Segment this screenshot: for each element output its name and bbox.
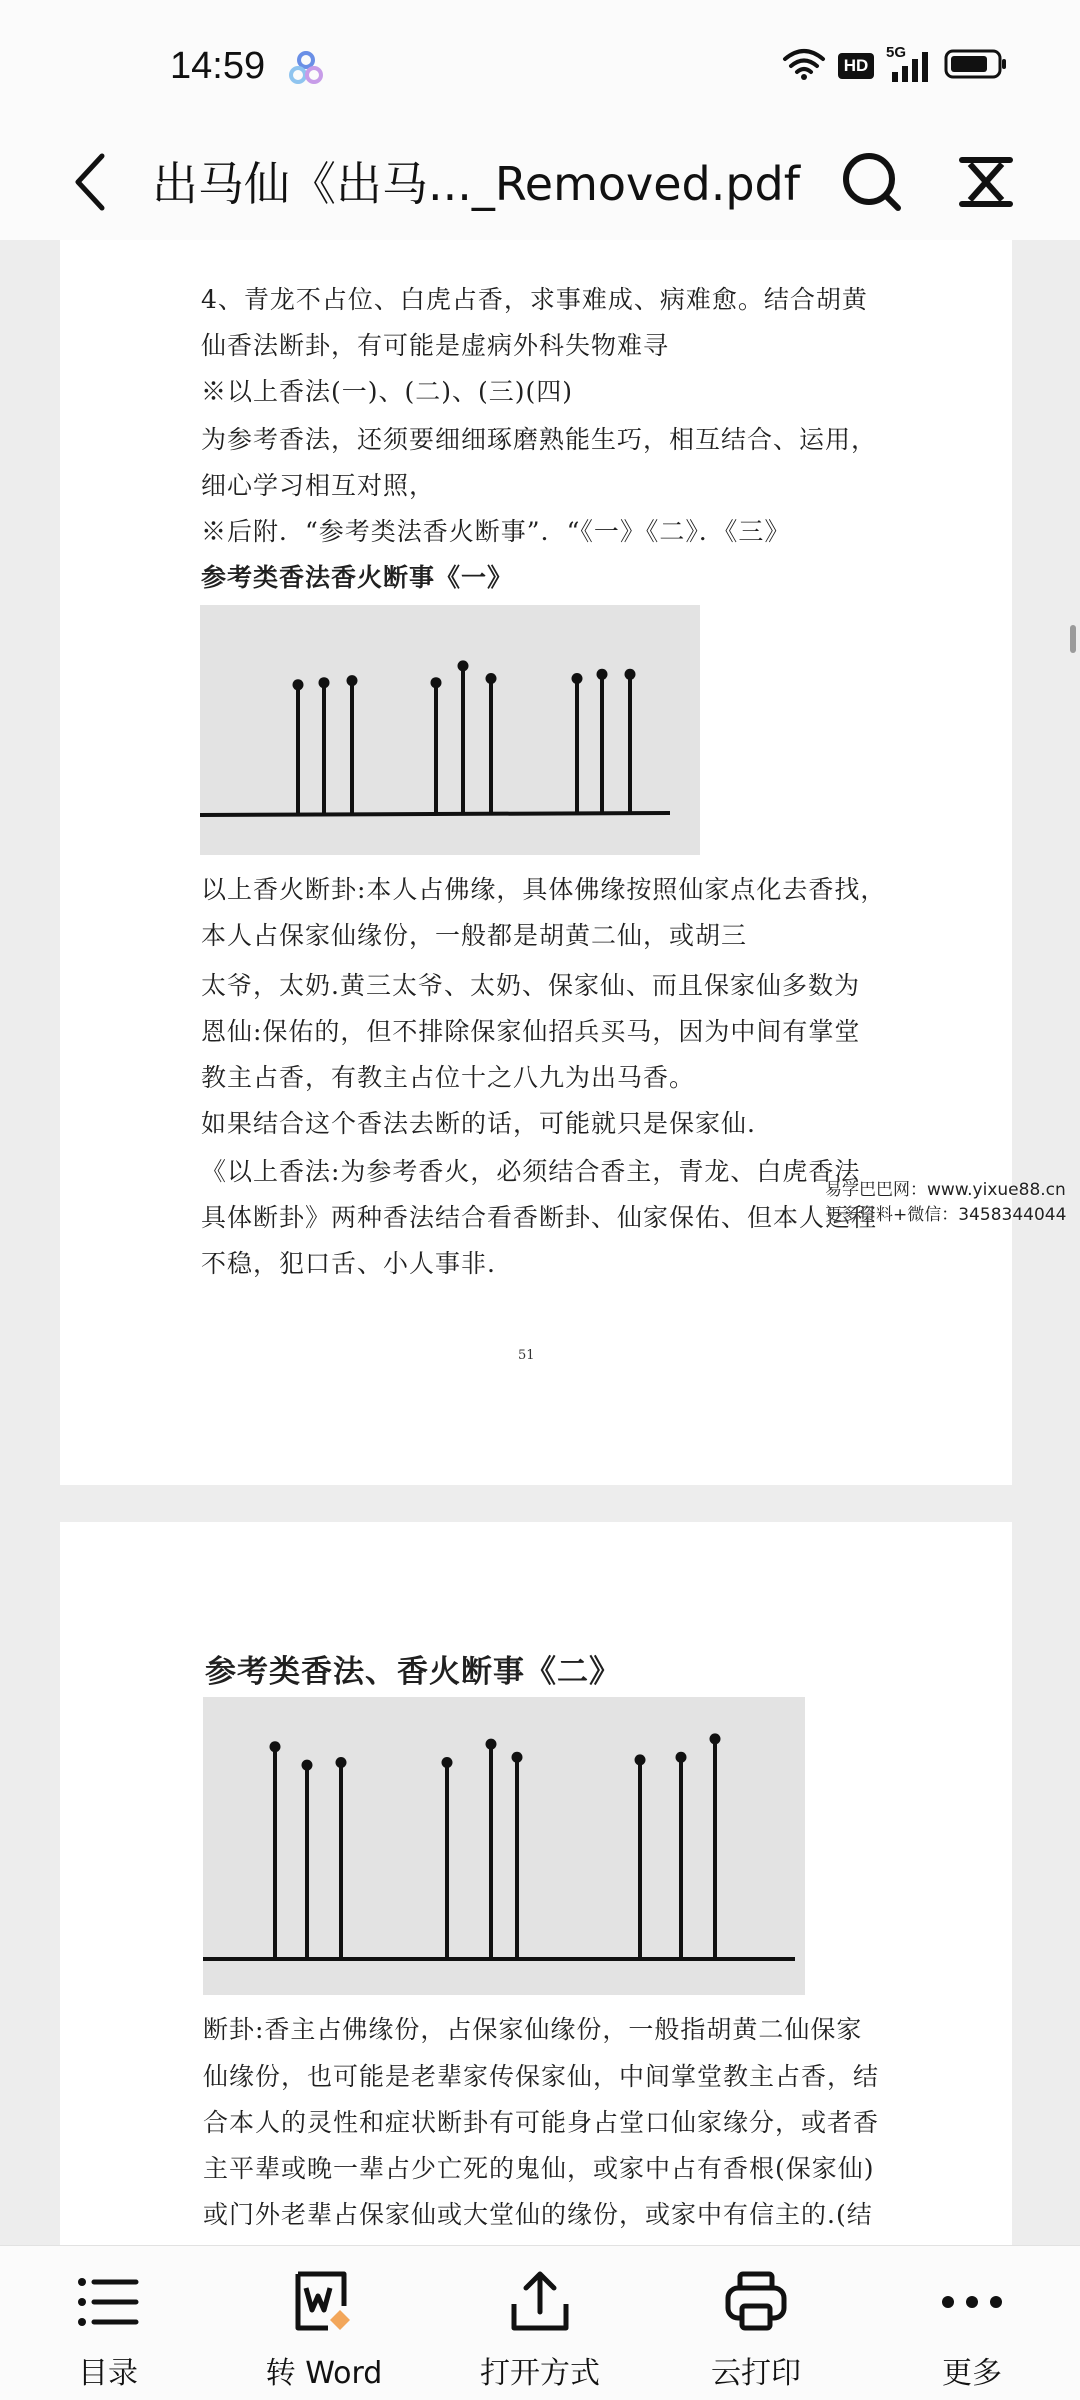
pdf-page bbox=[60, 240, 1012, 1485]
convert-word-icon bbox=[288, 2266, 360, 2338]
share-icon bbox=[504, 2266, 576, 2338]
page-text-line: 仙香法断卦，有可能是虚病外科失物难寻 bbox=[201, 331, 670, 360]
incense-tip bbox=[625, 669, 636, 680]
status-indicators bbox=[782, 44, 1008, 88]
toolbar-cloud-print-button[interactable] bbox=[648, 2246, 864, 2400]
page-text-line: 断卦:香主占佛缘份，占保家仙缘份，一般指胡黄二仙保家 bbox=[203, 2015, 863, 2044]
page-text-line: 不稳，犯口舌、小人事非. bbox=[201, 1249, 496, 1278]
incense-tip bbox=[302, 1760, 313, 1771]
incense-figure bbox=[203, 1697, 805, 1995]
toolbar-more-button[interactable] bbox=[864, 2246, 1080, 2400]
network-type-label: 5G bbox=[886, 44, 907, 61]
page-text-line: 本人占保家仙缘份，一般都是胡黄二仙，或胡三 bbox=[201, 921, 748, 950]
incense-tip bbox=[442, 1757, 453, 1768]
pdf-viewer[interactable] bbox=[0, 240, 1080, 2245]
incense-drawing bbox=[203, 1697, 805, 1995]
incense-tip bbox=[347, 675, 358, 686]
page-text-line: 如果结合这个香法去断的话，可能就只是保家仙. bbox=[201, 1109, 756, 1138]
page-text-line: 恩仙:保佑的，但不排除保家仙招兵买马，因为中间有掌堂 bbox=[201, 1017, 861, 1046]
incense-tip bbox=[319, 677, 330, 688]
incense-tip bbox=[676, 1752, 687, 1763]
page-text-line: 具体断卦》两种香法结合看香断卦、仙家保佑、但本人运程 bbox=[201, 1203, 878, 1232]
incense-tip bbox=[458, 660, 469, 671]
incense-tip bbox=[486, 1739, 497, 1750]
close-icon bbox=[956, 154, 1016, 210]
status-bar bbox=[0, 0, 1080, 130]
status-time: 14:59 bbox=[170, 45, 266, 87]
battery-icon bbox=[944, 48, 1008, 84]
incense-drawing bbox=[200, 605, 700, 855]
page-text-line: 教主占香，有教主占位十之八九为出马香。 bbox=[201, 1063, 696, 1092]
incense-tip bbox=[270, 1741, 281, 1752]
toolbar-label: 云打印 bbox=[711, 2356, 801, 2391]
search-icon bbox=[840, 150, 904, 214]
document-title: 出马仙《出马..._Removed.pdf bbox=[152, 157, 800, 211]
close-button[interactable] bbox=[950, 142, 1022, 222]
5g-signal-icon bbox=[886, 44, 932, 84]
page-text-line: 为参考香法，还须要细细琢磨熟能生巧，相互结合、运用， bbox=[201, 425, 878, 454]
incense-tip bbox=[336, 1757, 347, 1768]
incense-tip bbox=[512, 1752, 523, 1763]
toolbar-convert-word-button[interactable] bbox=[216, 2246, 432, 2400]
page-text-line: 《以上香法:为参考香火，必须结合香主，青龙、白虎香法 bbox=[201, 1157, 861, 1186]
page-text-line: 细心学习相互对照， bbox=[201, 471, 436, 500]
list-icon bbox=[72, 2266, 144, 2338]
section-heading: 参考类香法、香火断事《二》 bbox=[205, 1654, 621, 1690]
page-text-line: 仙缘份，也可能是老辈家传保家仙，中间掌堂教主占香，结 bbox=[203, 2062, 880, 2091]
toolbar-label: 打开方式 bbox=[480, 2356, 600, 2391]
more-icon bbox=[936, 2266, 1008, 2338]
incense-tip bbox=[597, 669, 608, 680]
app-notification-icon bbox=[286, 48, 326, 88]
section-heading: 参考类香法香火断事《一》 bbox=[201, 563, 514, 592]
bottom-toolbar bbox=[0, 2245, 1080, 2400]
scrollbar-thumb[interactable] bbox=[1070, 625, 1076, 653]
watermark-line: 更多资料+微信：3458344044 bbox=[825, 1205, 1067, 1225]
page-text-line: 合本人的灵性和症状断卦有可能身占堂口仙家缘分，或者香 bbox=[203, 2108, 880, 2137]
incense-figure bbox=[200, 605, 700, 855]
toolbar-label: 目录 bbox=[78, 2356, 138, 2391]
watermark-line: 易学巴巴网：www.yixue88.cn bbox=[825, 1180, 1066, 1200]
page-text-line: ※以上香法(一)、(二)、(三)(四) bbox=[201, 377, 574, 406]
page-text-line: 以上香火断卦:本人占佛缘，具体佛缘按照仙家点化去香找， bbox=[201, 875, 887, 904]
app-header bbox=[0, 130, 1080, 240]
hd-icon: HD bbox=[838, 53, 874, 79]
incense-tip bbox=[293, 679, 304, 690]
incense-tip bbox=[635, 1754, 646, 1765]
chevron-left-icon bbox=[70, 152, 110, 212]
page-text-line: 太爷，太奶.黄三太爷、太奶、保家仙、而且保家仙多数为 bbox=[201, 971, 860, 1000]
wifi-icon bbox=[782, 47, 826, 85]
toolbar-contents-button[interactable] bbox=[0, 2246, 216, 2400]
page-text-line: 4、青龙不占位、白虎占香，求事难成、病难愈。结合胡黄 bbox=[201, 285, 868, 314]
page-text-line: 主平辈或晚一辈占少亡死的鬼仙，或家中占有香根(保家仙) bbox=[203, 2154, 875, 2183]
toolbar-label: 转 Word bbox=[265, 2356, 383, 2391]
page-text-line: ※后附．“参考类法香火断事”．“《一》《二》．《三》 bbox=[201, 517, 791, 546]
toolbar-open-with-button[interactable] bbox=[432, 2246, 648, 2400]
page-number: 51 bbox=[518, 1348, 535, 1363]
page-text-line: 或门外老辈占保家仙或大堂仙的缘份，或家中有信主的.(结 bbox=[203, 2200, 873, 2229]
search-button[interactable] bbox=[836, 142, 908, 222]
incense-tip bbox=[710, 1733, 721, 1744]
toolbar-label: 更多 bbox=[942, 2356, 1002, 2391]
printer-icon bbox=[720, 2266, 792, 2338]
pdf-page bbox=[60, 1522, 1012, 2245]
incense-tip bbox=[486, 673, 497, 684]
incense-tip bbox=[572, 673, 583, 684]
incense-tip bbox=[431, 677, 442, 688]
back-button[interactable] bbox=[60, 142, 120, 222]
